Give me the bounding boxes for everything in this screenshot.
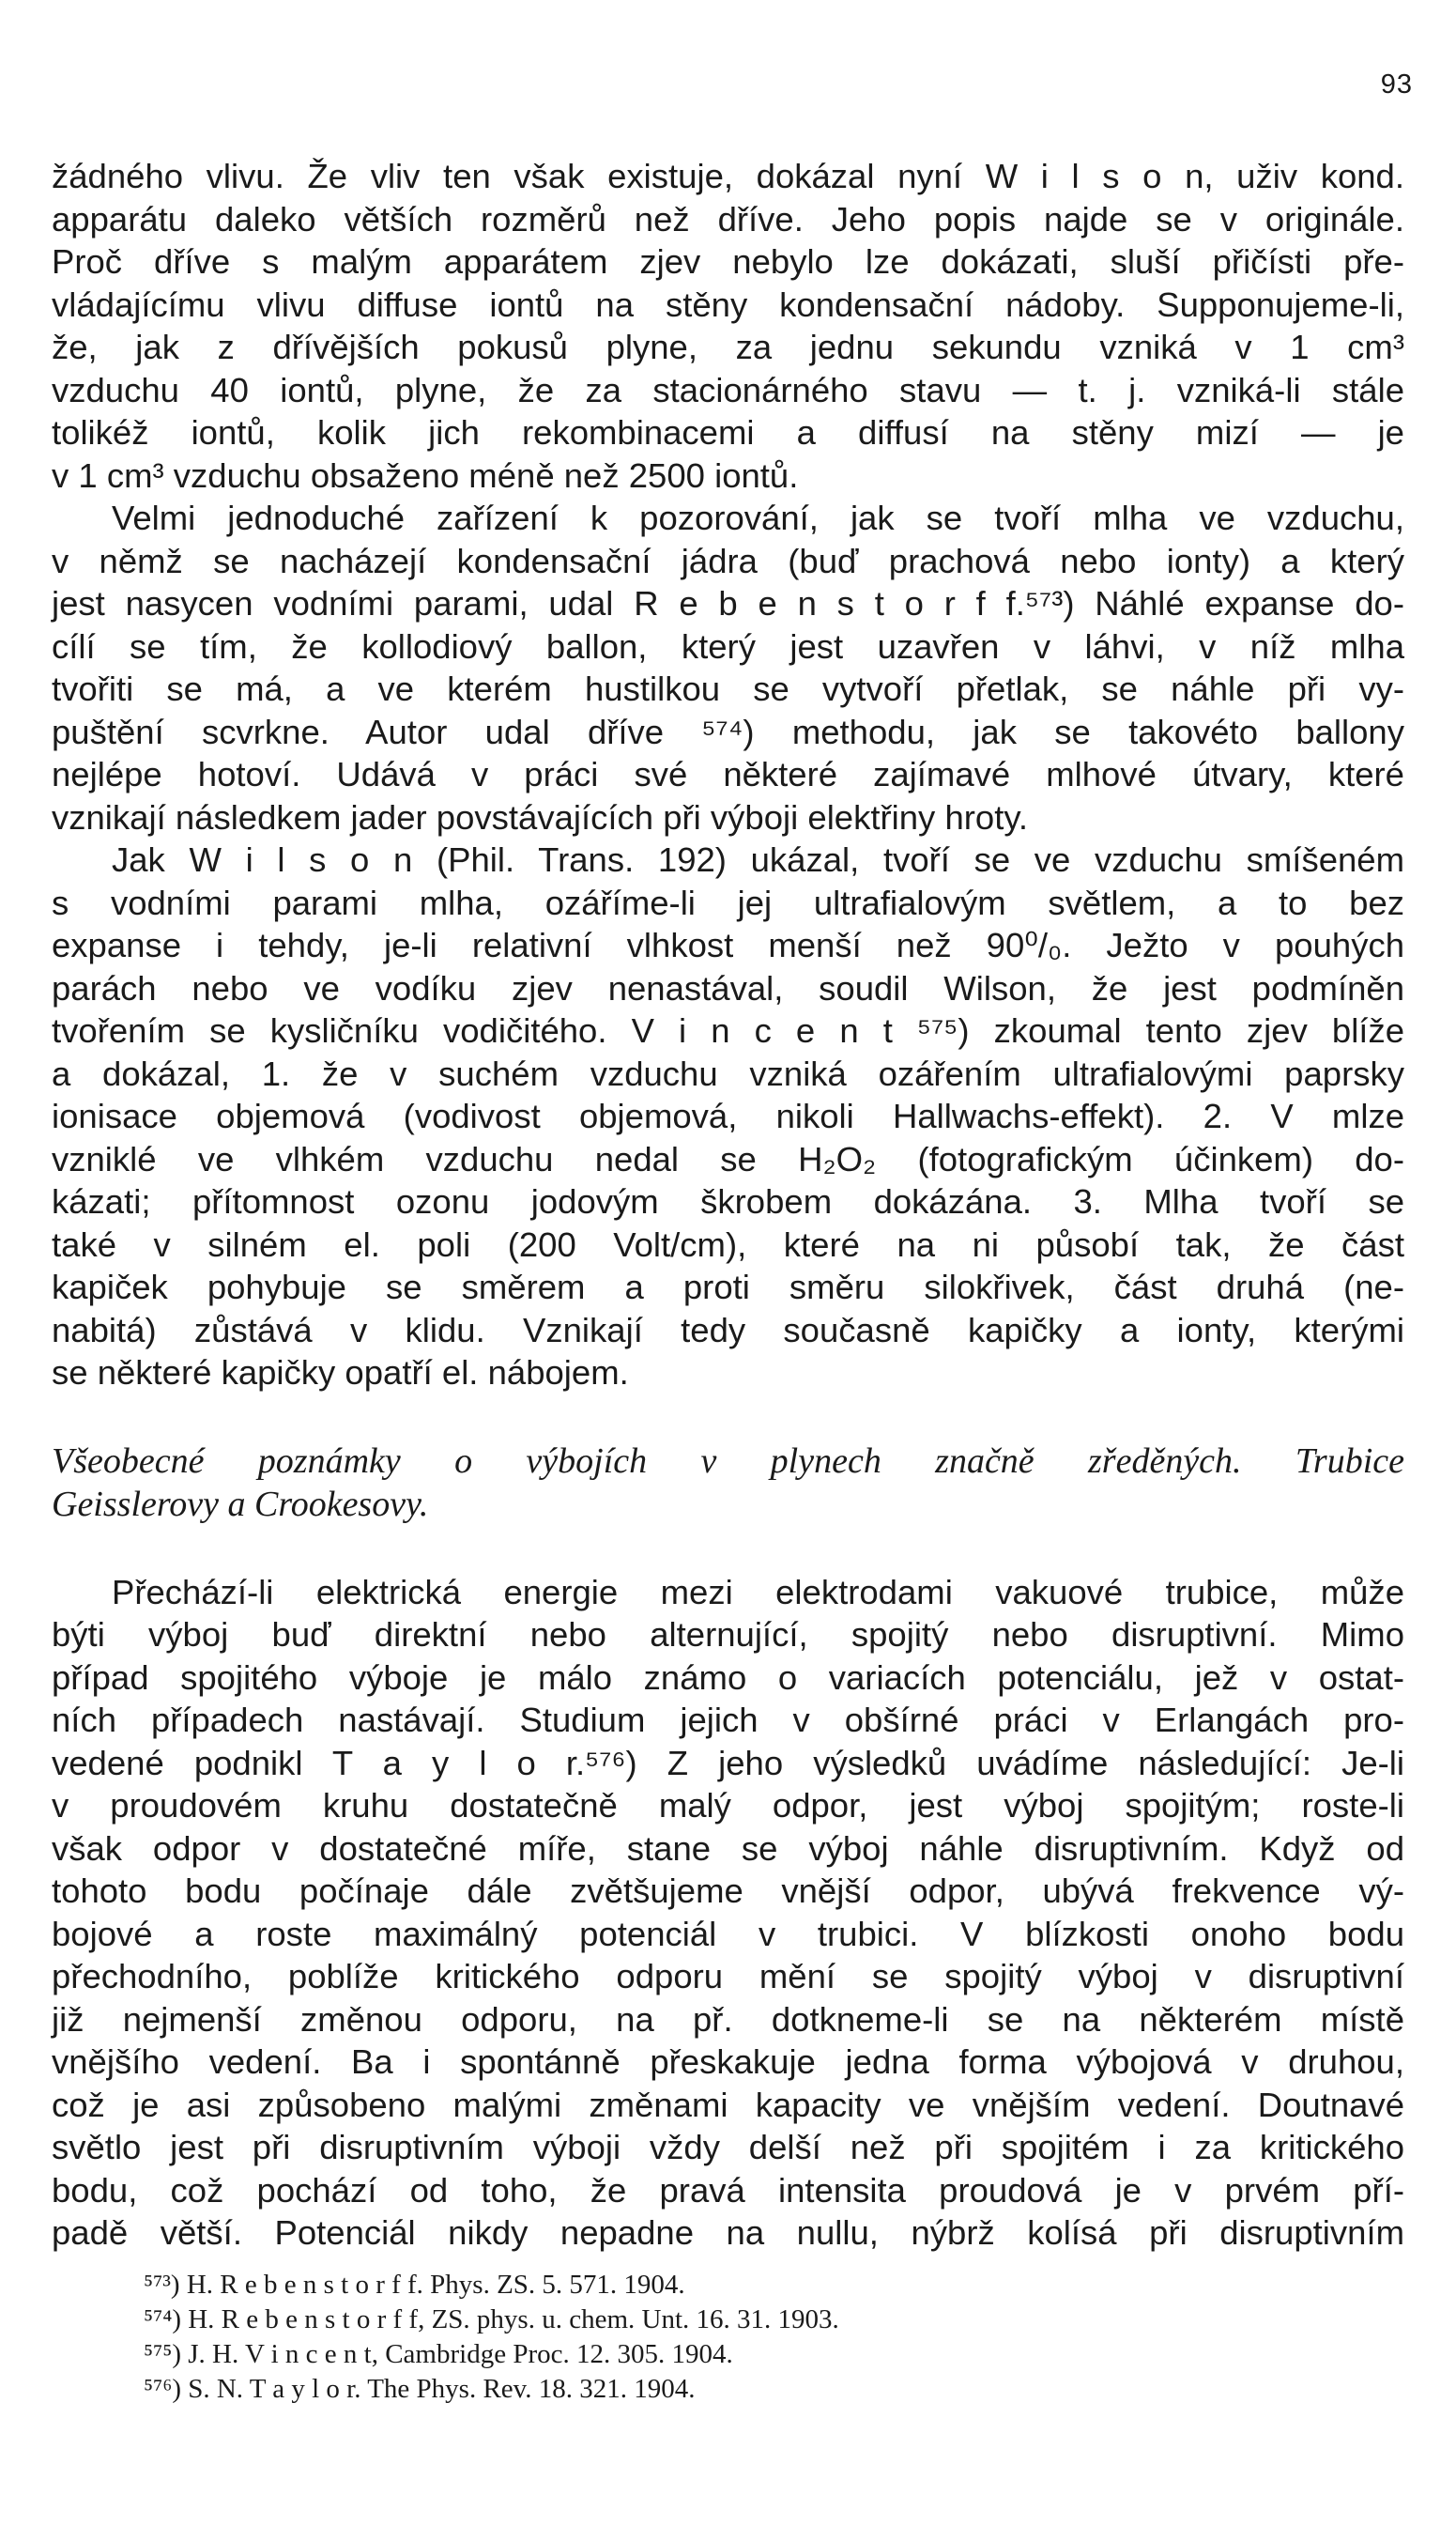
text-line: cílí se tím, že kollodiový ballon, který jest uzavřen v láhvi, v níž mlha xyxy=(52,626,1404,666)
paragraph-2 xyxy=(52,497,1404,839)
text-line: tvořením se kysličníku vodičitého. V i n c e n t ⁵⁷⁵) zkoumal tento zjev blíže xyxy=(52,1011,1404,1050)
text-line: vzniklé ve vlhkém vzduchu nedal se H₂O₂ (fotografickým účinkem) do- xyxy=(52,1139,1404,1178)
text-line: přechodního, poblíže kritického odporu mění se spojitý výboj v disruptivní xyxy=(52,1957,1404,1995)
text-line: vzduchu 40 iontů, plyne, že za stacionárného stavu — t. j. vzniká-li stále xyxy=(52,370,1404,409)
text-line: již nejmenší změnou odporu, na př. dotkneme-li se na některém místě xyxy=(52,1999,1404,2039)
footnotes xyxy=(52,2268,1404,2407)
paragraph-1 xyxy=(52,155,1404,497)
text-line: tolikéž iontů, kolik jich rekombinacemi a diffusí na stěny mizí — je xyxy=(52,413,1404,452)
text-line: apparátu daleko větších rozměrů než dříve. Jeho popis najde se v originále. xyxy=(52,199,1404,239)
text-line: žádného vlivu. Že vliv ten však existuje, dokázal nyní W i l s o n, uživ kond. xyxy=(52,157,1404,195)
text-line: případ spojitého výboje je málo známo o variacích potenciálu, jež v ostat- xyxy=(52,1657,1404,1697)
text-line: kázati; přítomnost ozonu jodovým škrobem dokázána. 3. Mlha tvoří se xyxy=(52,1182,1404,1221)
text-line: Jak W i l s o n (Phil. Trans. 192) ukázal, tvoří se ve vzduchu smíšeném xyxy=(112,840,1404,879)
footnote: ⁵⁷⁶) S. N. T a y l o r. The Phys. Rev. 18. 321. 1904. xyxy=(144,2373,696,2404)
text-line: parách nebo ve vodíku zjev nenastával, soudil Wilson, že jest podmíněn xyxy=(52,968,1404,1008)
text-line: vnějšího vedení. Ba i spontánně přeskakuje jedna forma výbojová v druhou, xyxy=(52,2042,1404,2081)
text-line: Přechází-li elektrická energie mezi elektrodami vakuové trubice, může xyxy=(112,1572,1404,1611)
text-line: však odpor v dostatečné míře, stane se výboj náhle disruptivním. Když od xyxy=(52,1828,1404,1868)
footnote: ⁵⁷⁵) J. H. V i n c e n t, Cambridge Proc. 12. 305. 1904. xyxy=(144,2338,733,2369)
text-line: nejlépe hotoví. Udává v práci své některé zajímavé mlhové útvary, které xyxy=(52,755,1404,793)
text-line: býti výboj buď direktní nebo alternující, spojitý nebo disruptivní. Mimo xyxy=(52,1615,1404,1654)
text-line: v proudovém kruhu dostatečně malý odpor, jest výboj spojitým; roste-li xyxy=(52,1786,1404,1825)
footnote: ⁵⁷³) H. R e b e n s t o r f f. Phys. ZS. 5. 571. 1904. xyxy=(144,2269,685,2300)
text-line: ních případech nastávají. Studium jejich v obšírné práci v Erlangách pro- xyxy=(52,1701,1404,1739)
text-line: světlo jest při disruptivním výboji vždy delší než při spojitém i za kritického xyxy=(52,2128,1404,2166)
text-line: Proč dříve s malým apparátem zjev nebylo lze dokázati, sluší přičísti pře- xyxy=(52,242,1404,281)
text-line: vládajícímu vlivu diffuse iontů na stěny kondensační nádoby. Supponujeme-li, xyxy=(52,285,1404,324)
text-line: padě větší. Potenciál nikdy nepadne na nullu, nýbrž kolísá při disruptivním xyxy=(52,2213,1404,2252)
text-line: tohoto bodu počínaje dále zvětšujeme vnější odpor, ubývá frekvence vý- xyxy=(52,1871,1404,1910)
paragraph-4 xyxy=(52,1571,1404,2255)
text-line: jest nasycen vodními parami, udal R e b e n s t o r f f.⁵⁷³) Náhlé expanse do- xyxy=(52,584,1404,623)
heading-line: Všeobecné poznámky o výbojích v plynech značně zředěných. Trubice xyxy=(52,1440,1404,1481)
text-line: a dokázal, 1. že v suchém vzduchu vzniká ozářením ultrafialovými paprsky xyxy=(52,1054,1404,1093)
text-line: Velmi jednoduché zařízení k pozorování, jak se tvoří mlha ve vzduchu, xyxy=(112,499,1404,537)
section-heading xyxy=(52,1440,1404,1526)
text-line: vedené podnikl T a y l o r.⁵⁷⁶) Z jeho výsledků uvádíme následující: Je-li xyxy=(52,1743,1404,1782)
text-line: s vodními parami mlha, ozáříme-li jej ultrafialovým světlem, a to bez xyxy=(52,883,1404,922)
text-line: tvořiti se má, a ve kterém hustilkou se vytvoří přetlak, se náhle při vy- xyxy=(52,670,1404,708)
heading-line: Geisslerovy a Crookesovy. xyxy=(52,1484,429,1524)
page-body xyxy=(52,155,1404,2407)
page-number: 93 xyxy=(1380,69,1413,100)
text-line: také v silném el. poli (200 Volt/cm), které na ni působí tak, že část xyxy=(52,1224,1404,1264)
text-line: že, jak z dřívějších pokusů plyne, za jednu sekundu vzniká v 1 cm³ xyxy=(52,328,1404,366)
text-line: což je asi způsobeno malými změnami kapacity ve vnějším vedení. Doutnavé xyxy=(52,2085,1404,2124)
text-line: expanse i tehdy, je-li relativní vlhkost menší než 90⁰/₀. Ježto v pouhých xyxy=(52,926,1404,964)
footnote: ⁵⁷⁴) H. R e b e n s t o r f f, ZS. phys. u. chem. Unt. 16. 31. 1903. xyxy=(144,2303,839,2334)
text-line: bojové a roste maximálný potenciál v trubici. V blízkosti onoho bodu xyxy=(52,1914,1404,1953)
text-line: ionisace objemová (vodivost objemová, nikoli Hallwachs-effekt). 2. V mlze xyxy=(52,1097,1404,1135)
paragraph-3 xyxy=(52,839,1404,1394)
text-line: nabitá) zůstává v klidu. Vznikají tedy současně kapičky a ionty, kterými xyxy=(52,1310,1404,1349)
text-line: vznikají následkem jader povstávajících při výboji elektřiny hroty. xyxy=(52,797,1029,837)
text-line: puštění scvrkne. Autor udal dříve ⁵⁷⁴) methodu, jak se takovéto ballony xyxy=(52,712,1404,751)
text-line: bodu, což pochází od toho, že pravá intensita proudová je v prvém pří- xyxy=(52,2170,1404,2210)
text-line: kapiček pohybuje se směrem a proti směru silokřivek, část druhá (ne- xyxy=(52,1268,1404,1306)
text-line: v 1 cm³ vzduchu obsaženo méně než 2500 iontů. xyxy=(52,455,799,495)
text-line: v němž se nacházejí kondensační jádra (buď prachová nebo ionty) a který xyxy=(52,541,1404,580)
text-line: se některé kapičky opatří el. nábojem. xyxy=(52,1353,629,1392)
